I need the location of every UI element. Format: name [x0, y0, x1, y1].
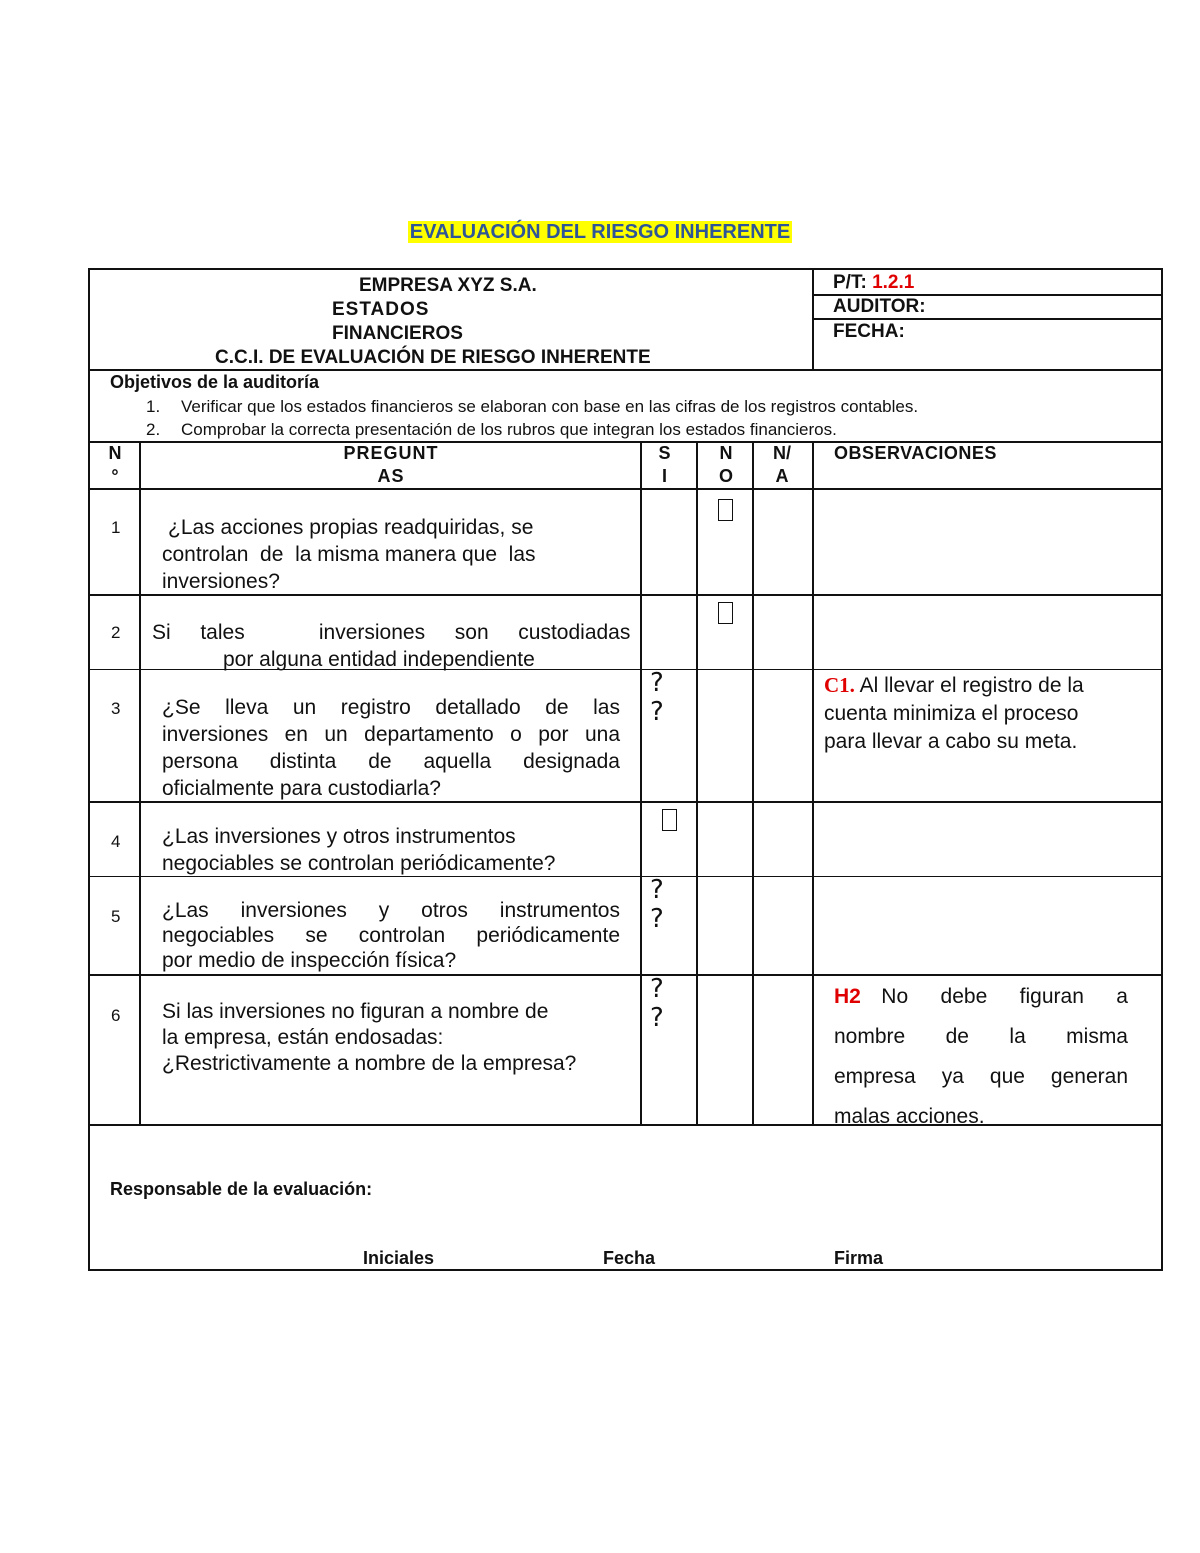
col-header-questions-2: AS	[377, 466, 405, 486]
row-3-line-4: oficialmente para custodiarla?	[162, 777, 441, 800]
col-header-observations: OBSERVACIONES	[834, 443, 997, 463]
rule-col-question	[640, 441, 642, 1125]
objectives-heading: Objetivos de la auditoría	[110, 372, 320, 392]
row-2-no-checkmark-icon[interactable]	[718, 602, 733, 624]
rule-col-no	[752, 441, 754, 1125]
col-header-no-2: O	[718, 466, 733, 486]
row-6-si-checkmark-icon-2[interactable]: ?	[650, 1003, 664, 1033]
row-6-obs-tag: H2	[834, 985, 861, 1008]
row-1-question	[162, 514, 622, 595]
row-5-question	[162, 898, 620, 973]
footer-date-label: Fecha	[603, 1248, 656, 1268]
col-header-no	[698, 442, 754, 488]
row-1-line-2: controlan de la misma manera que las	[162, 543, 536, 566]
row-6-line-3: ¿Restrictivamente a nombre de la empresa?	[162, 1052, 577, 1075]
pt-field	[833, 271, 914, 295]
row-4-line-1: ¿Las inversiones y otros instrumentos	[162, 825, 516, 848]
row-3-obs-line-2: cuenta minimiza el proceso	[824, 702, 1079, 725]
company-line-2: ESTADOS	[332, 299, 430, 320]
company-line-1: EMPRESA XYZ S.A.	[359, 275, 537, 296]
row-3-line-2: inversiones en un departamento o por una	[162, 723, 620, 746]
row-5-num: 5	[111, 907, 121, 926]
col-header-questions	[141, 442, 641, 488]
col-header-si	[642, 442, 687, 488]
company-line-3: FINANCIEROS	[332, 323, 463, 344]
row-1-line-1: ¿Las acciones propias readquiridas, se	[168, 516, 534, 539]
row-4-si-checkmark-icon[interactable]	[662, 809, 677, 831]
objective-1-text: Verificar que los estados financieros se elaboran con base en las cifras de los registros contables.	[181, 397, 919, 416]
rule-col-si	[696, 441, 698, 1125]
col-header-si-1: S	[658, 443, 671, 463]
responsible-label: Responsable de la evaluación:	[110, 1179, 373, 1199]
row-6-obs-line-4: malas acciones.	[834, 1105, 985, 1128]
row-1-line-3: inversiones?	[162, 570, 280, 593]
row-2-num: 2	[111, 623, 121, 642]
pt-value: 1.2.1	[872, 272, 915, 293]
row-6-si-checkmark-icon[interactable]: ?	[650, 974, 664, 1004]
row-4-question	[162, 823, 622, 877]
row-5-line-3: por medio de inspección física?	[162, 949, 457, 972]
row-2-line-1: Si tales inversiones son custodiadas	[152, 621, 631, 644]
rule-colheader-bottom	[88, 488, 1163, 490]
row-2-line-2: por alguna entidad independiente	[223, 648, 535, 671]
col-header-na	[754, 442, 810, 488]
footer-signature-label: Firma	[834, 1248, 884, 1268]
row-6-line-1: Si las inversiones no figuran a nombre de	[162, 1000, 549, 1023]
row-5-si-checkmark-icon-2[interactable]: ?	[650, 904, 664, 934]
row-1-no-checkmark-icon[interactable]	[718, 499, 733, 521]
row-3-num: 3	[111, 699, 121, 718]
row-6-observation	[834, 977, 1128, 1137]
col-header-num-1: N	[108, 443, 122, 463]
rule-col-num	[139, 441, 141, 1125]
row-3-si-checkmark-icon-2[interactable]: ?	[650, 697, 664, 727]
row-3-obs-tag: C1.	[824, 673, 855, 697]
row-3-line-1: ¿Se lleva un registro detallado de las	[162, 696, 620, 719]
document-title	[0, 221, 1200, 244]
row-6-obs-line-2: nombre de la misma	[834, 1025, 1128, 1048]
row-3-obs-line-1	[824, 671, 1154, 700]
row-2-question	[152, 619, 631, 673]
fecha-label: FECHA:	[833, 321, 905, 342]
col-header-num	[90, 442, 140, 488]
row-6-line-2: la empresa, están endosadas:	[162, 1026, 444, 1049]
col-header-no-1: N	[719, 443, 733, 463]
col-header-na-2: A	[775, 466, 789, 486]
row-6-obs-line-3: empresa ya que generan	[834, 1065, 1128, 1088]
rule-col-na	[812, 441, 814, 1125]
row-6-obs-text-1: No debe figuran a	[881, 985, 1128, 1008]
objective-1-num: 1.	[146, 397, 161, 416]
col-header-na-1: N/	[773, 443, 791, 463]
row-3-observation	[824, 671, 1154, 756]
row-6-obs-line-1	[834, 977, 1128, 1017]
row-3-line-3: persona distinta de aquella designada	[162, 750, 620, 773]
row-5-line-2: negociables se controlan periódicamente	[162, 924, 620, 947]
company-line-4: C.C.I. DE EVALUACIÓN DE RIESGO INHERENTE	[215, 347, 651, 368]
row-5-line-1: ¿Las inversiones y otros instrumentos	[162, 899, 620, 922]
row-6-num: 6	[111, 1006, 121, 1025]
row-4-num: 4	[111, 832, 121, 851]
row-4-line-2: negociables se controlan periódicamente?	[162, 852, 556, 875]
row-1-num: 1	[111, 518, 121, 537]
pt-label: P/T:	[833, 272, 867, 293]
row-3-obs-line-3: para llevar a cabo su meta.	[824, 730, 1078, 753]
objective-2-num: 2.	[146, 420, 161, 439]
row-3-obs-text-1: Al llevar el registro de la	[859, 674, 1084, 697]
footer-initials-label: Iniciales	[363, 1248, 435, 1268]
rule-row5-bottom	[88, 974, 1163, 976]
row-3-si-checkmark-icon[interactable]: ?	[650, 668, 664, 698]
col-header-num-2: °	[111, 466, 119, 486]
col-header-questions-1: PREGUNT	[343, 443, 439, 463]
col-header-si-2: I	[661, 466, 667, 486]
document-title-text: EVALUACIÓN DEL RIESGO INHERENTE	[409, 221, 791, 243]
objective-2-text: Comprobar la correcta presentación de los rubros que integran los estados financieros.	[181, 420, 837, 439]
row-5-si-checkmark-icon[interactable]: ?	[650, 875, 664, 905]
auditor-label: AUDITOR:	[833, 296, 926, 317]
row-3-question	[162, 694, 620, 802]
row-6-question	[162, 999, 632, 1077]
